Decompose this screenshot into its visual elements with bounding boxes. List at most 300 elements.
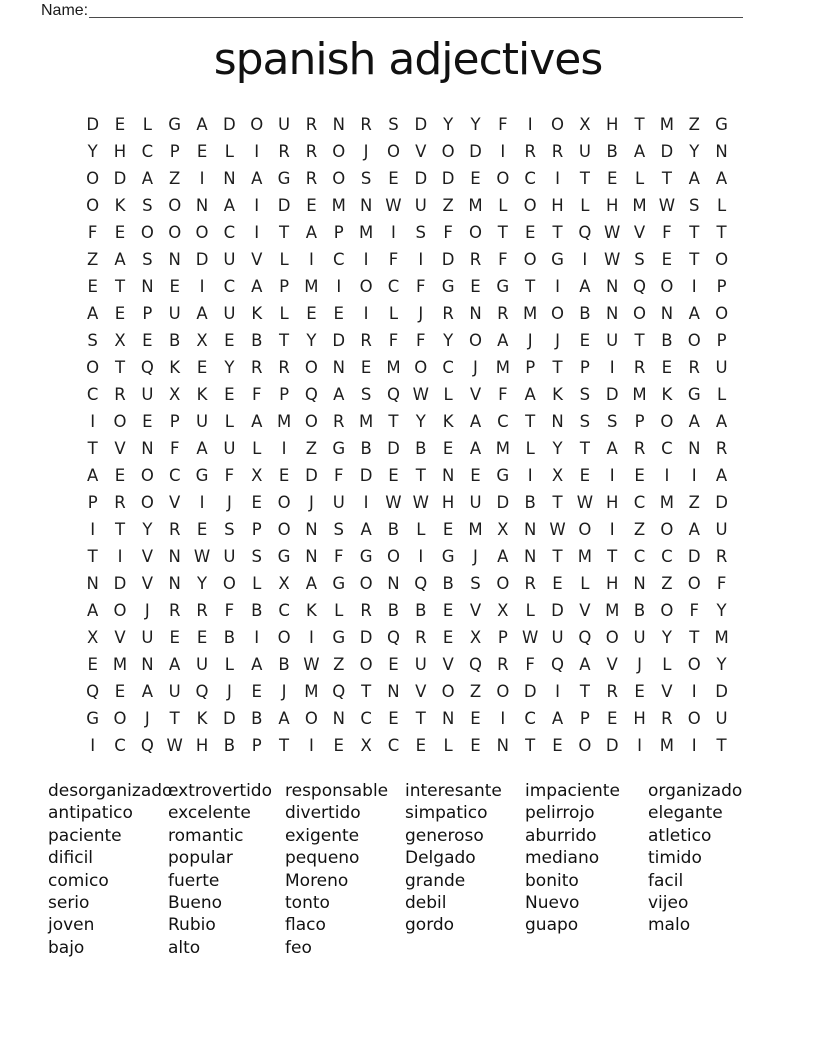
grid-letter: O bbox=[660, 601, 674, 620]
grid-letter: I bbox=[90, 736, 96, 755]
word-list-column-4 bbox=[405, 780, 525, 937]
grid-letter: B bbox=[251, 709, 263, 728]
grid-letter: J bbox=[226, 682, 232, 701]
grid-letter: D bbox=[305, 466, 318, 485]
grid-letter: O bbox=[332, 169, 346, 188]
grid-letter: E bbox=[196, 520, 208, 539]
name-label: Name: bbox=[41, 2, 89, 19]
grid-letter: I bbox=[391, 223, 396, 242]
grid-letter: K bbox=[442, 412, 454, 431]
grid-letter: Q bbox=[140, 736, 154, 755]
grid-letter: V bbox=[606, 655, 618, 674]
grid-letter: V bbox=[661, 682, 673, 701]
grid-letter: B bbox=[251, 601, 263, 620]
grid-letter: J bbox=[308, 493, 314, 512]
grid-letter: R bbox=[633, 358, 646, 377]
grid-letter: R bbox=[278, 358, 290, 377]
grid-letter: I bbox=[254, 628, 260, 647]
grid-letter: F bbox=[498, 250, 508, 269]
grid-letter: O bbox=[660, 277, 674, 296]
grid-letter: J bbox=[363, 142, 369, 161]
grid-letter: R bbox=[360, 331, 372, 350]
grid-letter: K bbox=[661, 385, 673, 404]
grid-letter: O bbox=[332, 142, 346, 161]
grid-letter: U bbox=[578, 142, 591, 161]
grid-letter: I bbox=[199, 277, 205, 296]
grid-letter: X bbox=[114, 331, 126, 350]
grid-letter: W bbox=[576, 493, 594, 512]
grid-letter: M bbox=[358, 223, 374, 242]
word-item: interesante bbox=[405, 781, 502, 801]
grid-letter: T bbox=[552, 358, 563, 377]
grid-letter: O bbox=[359, 574, 373, 593]
grid-letter: Q bbox=[468, 655, 482, 674]
grid-letter: D bbox=[223, 709, 236, 728]
grid-letter: N bbox=[715, 142, 728, 161]
grid-letter: R bbox=[278, 142, 290, 161]
word-item: bonito bbox=[525, 870, 579, 891]
word-list-column-2 bbox=[168, 780, 285, 959]
grid-letter: P bbox=[579, 709, 590, 728]
grid-letter: M bbox=[577, 547, 592, 566]
grid-letter: G bbox=[332, 574, 346, 593]
grid-letter: F bbox=[662, 223, 672, 242]
grid-letter: E bbox=[224, 331, 235, 350]
grid-letter: T bbox=[661, 169, 672, 188]
grid-letter: T bbox=[169, 709, 180, 728]
grid-letter: M bbox=[714, 628, 729, 647]
grid-letter: Y bbox=[197, 574, 208, 593]
grid-letter: I bbox=[609, 520, 615, 539]
grid-letter: Q bbox=[195, 682, 209, 701]
grid-letter: Y bbox=[224, 358, 235, 377]
grid-letter: I bbox=[254, 142, 260, 161]
grid-letter: W bbox=[412, 385, 429, 404]
word-list-column-5 bbox=[525, 780, 648, 937]
grid-letter: D bbox=[523, 682, 537, 701]
grid-letter: O bbox=[277, 493, 291, 512]
grid-letter: N bbox=[332, 709, 345, 728]
grid-letter: O bbox=[304, 412, 318, 431]
grid-letter: S bbox=[87, 331, 98, 350]
grid-letter: N bbox=[359, 196, 373, 215]
grid-letter: Z bbox=[688, 493, 700, 512]
grid-letter: G bbox=[551, 250, 564, 269]
grid-letter: O bbox=[113, 709, 127, 728]
grid-letter: O bbox=[168, 196, 182, 215]
grid-letter: R bbox=[333, 412, 345, 431]
grid-letter: T bbox=[525, 736, 536, 755]
word-item: feo bbox=[285, 937, 312, 958]
grid-letter: U bbox=[633, 628, 646, 647]
grid-letter: O bbox=[687, 331, 701, 350]
grid-letter: D bbox=[414, 115, 428, 134]
grid-letter: A bbox=[715, 412, 728, 431]
grid-letter: L bbox=[416, 520, 426, 539]
word-item: romantic bbox=[168, 825, 244, 846]
grid-letter: I bbox=[691, 736, 697, 755]
grid-letter: B bbox=[360, 439, 372, 458]
grid-letter: W bbox=[549, 520, 566, 539]
grid-letter: T bbox=[415, 709, 426, 728]
grid-letter: W bbox=[604, 250, 621, 269]
word-item: exigente bbox=[285, 825, 360, 846]
grid-letter: K bbox=[306, 601, 317, 620]
grid-letter: T bbox=[114, 277, 126, 296]
grid-letter: T bbox=[361, 682, 372, 701]
grid-letter: E bbox=[333, 304, 344, 323]
grid-letter: D bbox=[414, 169, 428, 188]
grid-letter: A bbox=[469, 412, 482, 431]
grid-letter: H bbox=[551, 196, 564, 215]
grid-letter: U bbox=[715, 358, 728, 377]
word-item: debil bbox=[405, 893, 447, 914]
word-item: fuerte bbox=[168, 870, 220, 891]
grid-letter: C bbox=[114, 736, 126, 755]
word-item: pequeno bbox=[285, 848, 360, 869]
grid-letter: T bbox=[689, 250, 700, 269]
grid-letter: C bbox=[360, 709, 372, 728]
grid-letter: M bbox=[468, 520, 483, 539]
grid-letter: Y bbox=[470, 115, 481, 134]
grid-letter: I bbox=[582, 250, 588, 269]
grid-letter: X bbox=[87, 628, 99, 647]
grid-letter: U bbox=[414, 655, 427, 674]
grid-letter: L bbox=[388, 304, 399, 323]
grid-letter: I bbox=[609, 466, 615, 485]
grid-letter: O bbox=[578, 520, 592, 539]
grid-letter: A bbox=[196, 115, 208, 134]
grid-letter: M bbox=[495, 358, 510, 377]
grid-letter: G bbox=[715, 115, 728, 134]
grid-letter: E bbox=[114, 682, 126, 701]
grid-letter: D bbox=[359, 628, 373, 647]
word-list-column-1 bbox=[48, 780, 173, 959]
grid-letter: J bbox=[144, 601, 150, 620]
grid-letter: A bbox=[606, 439, 618, 458]
grid-letter: I bbox=[691, 466, 697, 485]
grid-letter: V bbox=[415, 682, 427, 701]
grid-letter: I bbox=[363, 304, 369, 323]
grid-letter: E bbox=[606, 709, 618, 728]
grid-letter: S bbox=[388, 115, 399, 134]
grid-letter: M bbox=[659, 736, 675, 755]
grid-letter: E bbox=[196, 142, 208, 161]
grid-letter: W bbox=[193, 547, 211, 566]
grid-letter: V bbox=[141, 547, 153, 566]
grid-letter: O bbox=[687, 655, 701, 674]
grid-letter: Q bbox=[578, 628, 592, 647]
grid-letter: O bbox=[551, 304, 565, 323]
word-search-grid bbox=[79, 111, 735, 759]
grid-letter: N bbox=[441, 466, 455, 485]
grid-letter: E bbox=[169, 628, 180, 647]
grid-letter: P bbox=[251, 520, 262, 539]
grid-letter: O bbox=[715, 250, 729, 269]
word-item: generoso bbox=[405, 825, 484, 846]
grid-letter: E bbox=[142, 331, 153, 350]
grid-letter: O bbox=[304, 358, 318, 377]
grid-letter: P bbox=[497, 628, 508, 647]
grid-letter: T bbox=[114, 520, 126, 539]
grid-letter: L bbox=[580, 196, 590, 215]
grid-letter: A bbox=[169, 655, 181, 674]
grid-letter: N bbox=[606, 277, 619, 296]
grid-letter: E bbox=[579, 331, 591, 350]
grid-letter: A bbox=[87, 601, 99, 620]
page-title: spanish adjectives bbox=[213, 34, 603, 85]
grid-letter: V bbox=[141, 574, 153, 593]
grid-letter: A bbox=[715, 466, 728, 485]
grid-letter: D bbox=[496, 493, 510, 512]
grid-letter: I bbox=[308, 250, 314, 269]
grid-letter: O bbox=[496, 574, 510, 593]
grid-letter: E bbox=[360, 358, 372, 377]
grid-letter: P bbox=[169, 412, 180, 431]
grid-letter: L bbox=[224, 412, 234, 431]
grid-letter: R bbox=[415, 628, 427, 647]
grid-letter: E bbox=[114, 223, 126, 242]
grid-letter: C bbox=[223, 277, 236, 296]
grid-letter: B bbox=[169, 331, 181, 350]
word-item: dificil bbox=[48, 848, 94, 869]
grid-letter: N bbox=[496, 736, 509, 755]
grid-letter: A bbox=[524, 385, 536, 404]
grid-letter: X bbox=[360, 736, 372, 755]
grid-letter: Z bbox=[169, 169, 181, 188]
grid-letter: M bbox=[386, 358, 401, 377]
grid-letter: A bbox=[579, 655, 591, 674]
grid-letter: C bbox=[278, 601, 290, 620]
grid-letter: I bbox=[336, 277, 342, 296]
grid-letter: O bbox=[551, 115, 565, 134]
grid-letter: Q bbox=[578, 223, 592, 242]
grid-letter: Q bbox=[332, 682, 346, 701]
grid-letter: F bbox=[334, 466, 344, 485]
grid-letter: M bbox=[468, 196, 483, 215]
grid-letter: N bbox=[387, 574, 400, 593]
grid-letter: E bbox=[142, 412, 153, 431]
grid-letter: E bbox=[306, 196, 317, 215]
grid-letter: B bbox=[606, 142, 618, 161]
grid-letter: I bbox=[555, 169, 560, 188]
grid-letter: E bbox=[306, 304, 317, 323]
grid-letter: V bbox=[169, 493, 181, 512]
grid-letter: U bbox=[196, 655, 209, 674]
grid-letter: R bbox=[305, 169, 318, 188]
grid-letter: P bbox=[251, 736, 262, 755]
grid-letter: R bbox=[196, 601, 208, 620]
grid-letter: L bbox=[662, 655, 672, 674]
grid-letter: E bbox=[114, 115, 126, 134]
word-item: excelente bbox=[168, 803, 251, 824]
grid-letter: A bbox=[360, 520, 372, 539]
word-item: joven bbox=[48, 915, 95, 936]
grid-letter: C bbox=[442, 358, 454, 377]
grid-letter: S bbox=[634, 250, 645, 269]
grid-letter: G bbox=[332, 439, 346, 458]
grid-letter: C bbox=[86, 385, 99, 404]
grid-letter: Z bbox=[442, 196, 454, 215]
grid-letter: R bbox=[251, 358, 263, 377]
grid-letter: I bbox=[199, 169, 205, 188]
grid-letter: C bbox=[168, 466, 181, 485]
grid-letter: L bbox=[334, 601, 344, 620]
grid-letter: I bbox=[664, 466, 670, 485]
grid-letter: E bbox=[114, 304, 126, 323]
grid-letter: N bbox=[195, 196, 209, 215]
grid-letter: E bbox=[87, 655, 98, 674]
grid-letter: O bbox=[277, 520, 291, 539]
grid-letter: W bbox=[658, 196, 676, 215]
grid-letter: C bbox=[141, 142, 154, 161]
grid-letter: N bbox=[223, 169, 236, 188]
grid-letter: I bbox=[555, 277, 560, 296]
grid-letter: E bbox=[415, 736, 427, 755]
grid-letter: S bbox=[688, 196, 700, 215]
word-item: atletico bbox=[648, 825, 712, 846]
grid-letter: G bbox=[277, 547, 291, 566]
grid-letter: P bbox=[716, 277, 727, 296]
word-item: organizado bbox=[648, 781, 743, 801]
grid-letter: O bbox=[113, 412, 127, 431]
grid-letter: B bbox=[524, 493, 536, 512]
grid-letter: O bbox=[523, 196, 537, 215]
grid-letter: X bbox=[551, 466, 564, 485]
grid-letter: B bbox=[387, 520, 400, 539]
grid-letter: U bbox=[715, 520, 728, 539]
grid-letter: U bbox=[606, 331, 619, 350]
grid-letter: D bbox=[332, 331, 346, 350]
grid-letter: E bbox=[552, 574, 563, 593]
grid-letter: W bbox=[303, 655, 320, 674]
word-item: malo bbox=[648, 915, 691, 936]
grid-letter: A bbox=[551, 709, 564, 728]
grid-letter: C bbox=[524, 169, 536, 188]
grid-letter: E bbox=[634, 466, 645, 485]
grid-letter: P bbox=[333, 223, 344, 242]
grid-letter: A bbox=[196, 439, 208, 458]
word-item: aburrido bbox=[525, 825, 597, 846]
grid-letter: E bbox=[388, 655, 399, 674]
grid-letter: O bbox=[660, 412, 674, 431]
grid-letter: E bbox=[661, 358, 673, 377]
grid-letter: A bbox=[305, 223, 318, 242]
grid-letter: L bbox=[716, 196, 727, 215]
grid-letter: U bbox=[141, 628, 154, 647]
grid-letter: E bbox=[196, 358, 208, 377]
grid-letter: S bbox=[579, 412, 591, 431]
grid-letter: H bbox=[441, 493, 455, 512]
grid-letter: O bbox=[277, 628, 291, 647]
grid-letter: R bbox=[551, 142, 564, 161]
grid-letter: E bbox=[224, 385, 235, 404]
grid-letter: R bbox=[524, 574, 536, 593]
grid-letter: D bbox=[387, 439, 400, 458]
grid-letter: I bbox=[117, 547, 123, 566]
grid-letter: I bbox=[691, 277, 697, 296]
grid-letter: N bbox=[168, 250, 181, 269]
grid-letter: U bbox=[332, 493, 345, 512]
grid-letter: O bbox=[660, 520, 674, 539]
grid-letter: A bbox=[87, 466, 99, 485]
grid-letter: K bbox=[552, 385, 563, 404]
grid-letter: A bbox=[196, 304, 208, 323]
grid-letter: F bbox=[388, 331, 399, 350]
word-item: timido bbox=[648, 848, 702, 869]
grid-letter: M bbox=[659, 115, 675, 134]
grid-letter: R bbox=[469, 250, 482, 269]
grid-letter: Y bbox=[661, 628, 672, 647]
grid-letter: V bbox=[415, 142, 427, 161]
grid-letter: E bbox=[251, 493, 262, 512]
grid-letter: M bbox=[495, 439, 510, 458]
grid-letter: S bbox=[606, 412, 618, 431]
word-item: guapo bbox=[525, 915, 579, 936]
grid-letter: I bbox=[609, 358, 615, 377]
word-item: Delgado bbox=[405, 848, 476, 869]
grid-letter: R bbox=[497, 655, 509, 674]
grid-letter: A bbox=[688, 412, 700, 431]
grid-letter: W bbox=[412, 493, 429, 512]
grid-letter: N bbox=[168, 547, 181, 566]
grid-letter: C bbox=[223, 223, 236, 242]
grid-letter: Z bbox=[305, 439, 318, 458]
grid-letter: R bbox=[114, 493, 126, 512]
grid-letter: E bbox=[442, 520, 454, 539]
grid-letter: O bbox=[414, 358, 428, 377]
grid-letter: E bbox=[470, 466, 481, 485]
grid-letter: A bbox=[251, 655, 263, 674]
grid-letter: T bbox=[634, 331, 645, 350]
grid-letter: O bbox=[140, 223, 154, 242]
grid-letter: L bbox=[716, 385, 727, 404]
grid-letter: I bbox=[90, 520, 96, 539]
grid-letter: G bbox=[441, 547, 455, 566]
grid-letter: T bbox=[525, 277, 536, 296]
grid-letter: X bbox=[497, 520, 509, 539]
grid-letter: A bbox=[497, 547, 509, 566]
grid-letter: N bbox=[524, 520, 537, 539]
grid-letter: M bbox=[276, 412, 292, 431]
grid-letter: T bbox=[552, 547, 563, 566]
grid-letter: I bbox=[199, 493, 205, 512]
grid-letter: R bbox=[442, 304, 454, 323]
name-blank-line bbox=[89, 0, 743, 18]
grid-letter: S bbox=[251, 547, 262, 566]
grid-letter: A bbox=[305, 574, 318, 593]
grid-letter: F bbox=[416, 277, 426, 296]
grid-letter: T bbox=[279, 331, 290, 350]
grid-letter: H bbox=[605, 493, 619, 512]
word-item: Rubio bbox=[168, 915, 216, 936]
grid-letter: N bbox=[469, 304, 482, 323]
grid-letter: I bbox=[281, 439, 287, 458]
grid-letter: R bbox=[715, 547, 728, 566]
grid-letter: Y bbox=[552, 439, 563, 458]
grid-letter: N bbox=[606, 304, 619, 323]
grid-letter: F bbox=[689, 601, 699, 620]
grid-letter: R bbox=[661, 709, 673, 728]
grid-letter: U bbox=[223, 250, 236, 269]
grid-letter: P bbox=[87, 493, 98, 512]
grid-letter: V bbox=[469, 385, 482, 404]
grid-letter: Q bbox=[86, 682, 100, 701]
grid-letter: R bbox=[497, 304, 509, 323]
grid-letter: O bbox=[441, 142, 455, 161]
grid-letter: A bbox=[251, 277, 263, 296]
grid-letter: B bbox=[251, 331, 263, 350]
